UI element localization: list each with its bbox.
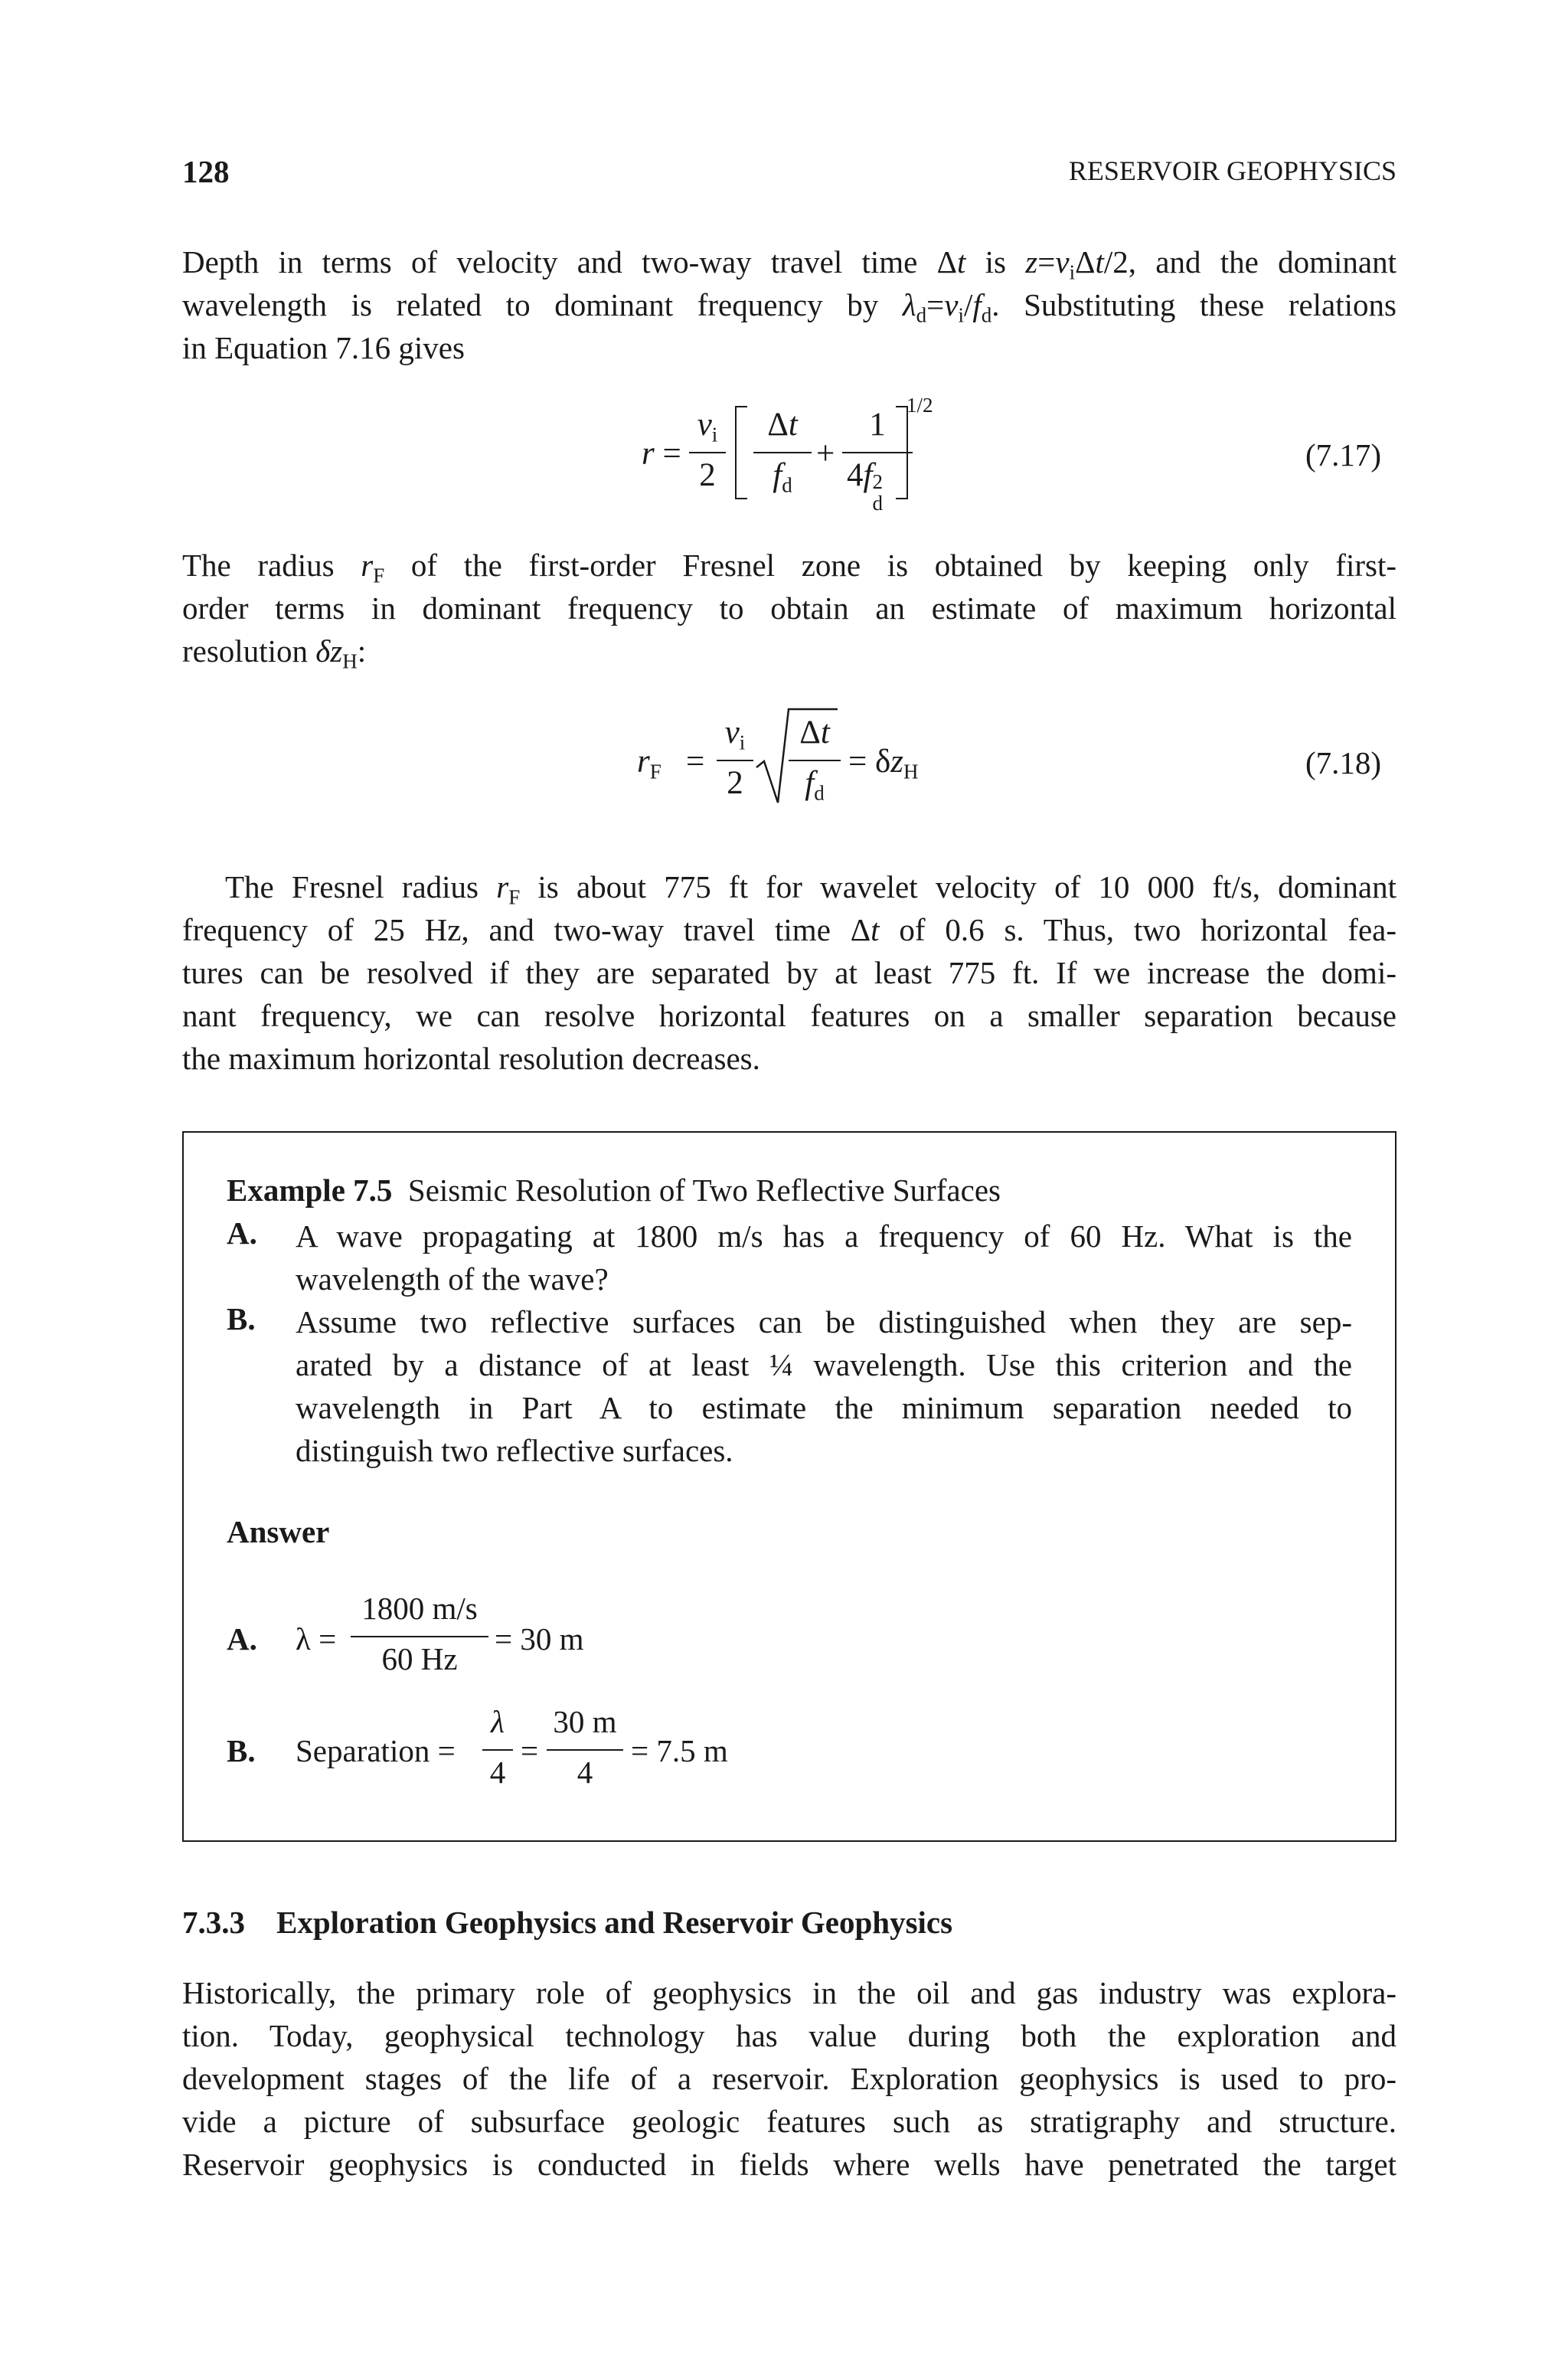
partB-label: B. [227,1301,256,1336]
para3-line1: The Fresnel radius $r_F$ is about 775 ft for wavelet velocity of 10 000 ft/s, dominant [225,869,1396,909]
ansB-den1: 4 [489,1755,506,1790]
eq717-power: 1/2 [906,394,933,417]
ansA-num: 1800 m/s [361,1591,478,1626]
para2-line3: resolution $\delta z_H$: [182,633,367,673]
answer-heading: Answer [227,1514,330,1549]
eq718-number: (7.18) [1305,745,1382,780]
eq717-dt: Δt [767,407,798,443]
para4-line3: development stages of the life of a reservoir. Exploration geophysics is used to pro- [182,2061,1396,2096]
ansB-label: B. [227,1733,256,1768]
para4-line2: tion. Today, geophysical technology has value during both the exploration and [182,2018,1396,2053]
partA-line2: wavelength of the wave? [296,1261,609,1297]
eq717-one: 1 [869,407,886,443]
para1-line1: Depth in terms of velocity and two-way travel time Δt is $z=v_i\Delta t/2$, and the dominant [182,244,1396,284]
para3-line5: the maximum horizontal resolution decreases. [182,1041,760,1076]
page-number: 128 [182,154,230,189]
right-bracket [896,406,908,499]
ansB-num1: λ [491,1704,505,1739]
ansB-rhs: = 7.5 m [631,1733,728,1768]
para3-line4: nant frequency, we can resolve horizontal features on a smaller separation because [182,998,1396,1033]
para4-line1: Historically, the primary role of geophysics in the oil and gas industry was explora- [182,1975,1396,2010]
para3-line3: tures can be resolved if they are separated by at least 775 ft. If we increase the domi- [182,955,1396,990]
ansA-den: 60 Hz [381,1641,458,1676]
eq718-dt: Δt [799,715,830,751]
eq718-v: $v_i$ [724,715,746,754]
ansB-num2: 30 m [553,1704,617,1739]
ansB-lhs: Separation = [296,1733,456,1768]
eq717-plus: + [816,436,835,472]
partB-line1: Assume two reflective surfaces can be distinguished when they are sep- [296,1304,1352,1339]
partB-line3: wavelength in Part A to estimate the minimum separation needed to [296,1390,1352,1425]
partB-line2: arated by a distance of at least ¼ wavelength. Use this criterion and the [296,1347,1352,1382]
para1-line3: in Equation 7.16 gives [182,330,465,365]
partA-label: A. [227,1215,257,1251]
para3-line2: frequency of 25 Hz, and two-way travel time Δt of 0.6 s. Thus, two horizontal fea- [182,912,1397,947]
ansB-den2: 4 [577,1755,593,1790]
eq717-v: $v_i$ [697,407,718,446]
eq717-two: 2 [699,457,716,493]
eq718-fd: $f_d$ [805,765,825,805]
ansA-rhs: = 30 m [495,1621,584,1657]
ansA-label: A. [227,1621,257,1657]
section-heading: 7.3.3 Exploration Geophysics and Reservoir Geophysics [182,1905,953,1940]
ansA-lhs: λ = [296,1621,337,1657]
partA-line1: A wave propagating at 1800 m/s has a frequency of 60 Hz. What is the [296,1218,1352,1254]
eq718-two: 2 [727,765,743,801]
eq717-4fd2: 4f 2 d [847,457,883,515]
partB-line4: distinguish two reflective surfaces. [296,1433,733,1468]
eq717-lhs: r = [642,436,681,472]
eq718-rhs: = $\delta z_H$ [848,744,919,783]
eq718-rF: $r_F$ [637,744,662,783]
eq717-fd: $f_d$ [773,457,792,497]
para1-line2: wavelength is related to dominant frequency by $\lambda_d=v_i/f_d$. Substituting these relations [182,287,1396,327]
eq718-eq1: = [686,744,705,780]
para2-line2: order terms in dominant frequency to obtain an estimate of maximum horizontal [182,590,1396,626]
para4-line5: Reservoir geophysics is conducted in fields where wells have penetrated the target [182,2147,1396,2182]
ansB-mid: = [521,1733,539,1768]
para4-line4: vide a picture of subsurface geologic features such as stratigraphy and structure. [182,2104,1396,2139]
example-heading: Example 7.5 Seismic Resolution of Two Reflective Surfaces [227,1173,1001,1208]
para2-line1: The radius $r_F$ of the first-order Fresnel zone is obtained by keeping only first- [182,548,1396,587]
eq717-number: (7.17) [1305,437,1382,473]
running-title: RESERVOIR GEOPHYSICS [1068,155,1396,186]
left-bracket [735,406,747,499]
